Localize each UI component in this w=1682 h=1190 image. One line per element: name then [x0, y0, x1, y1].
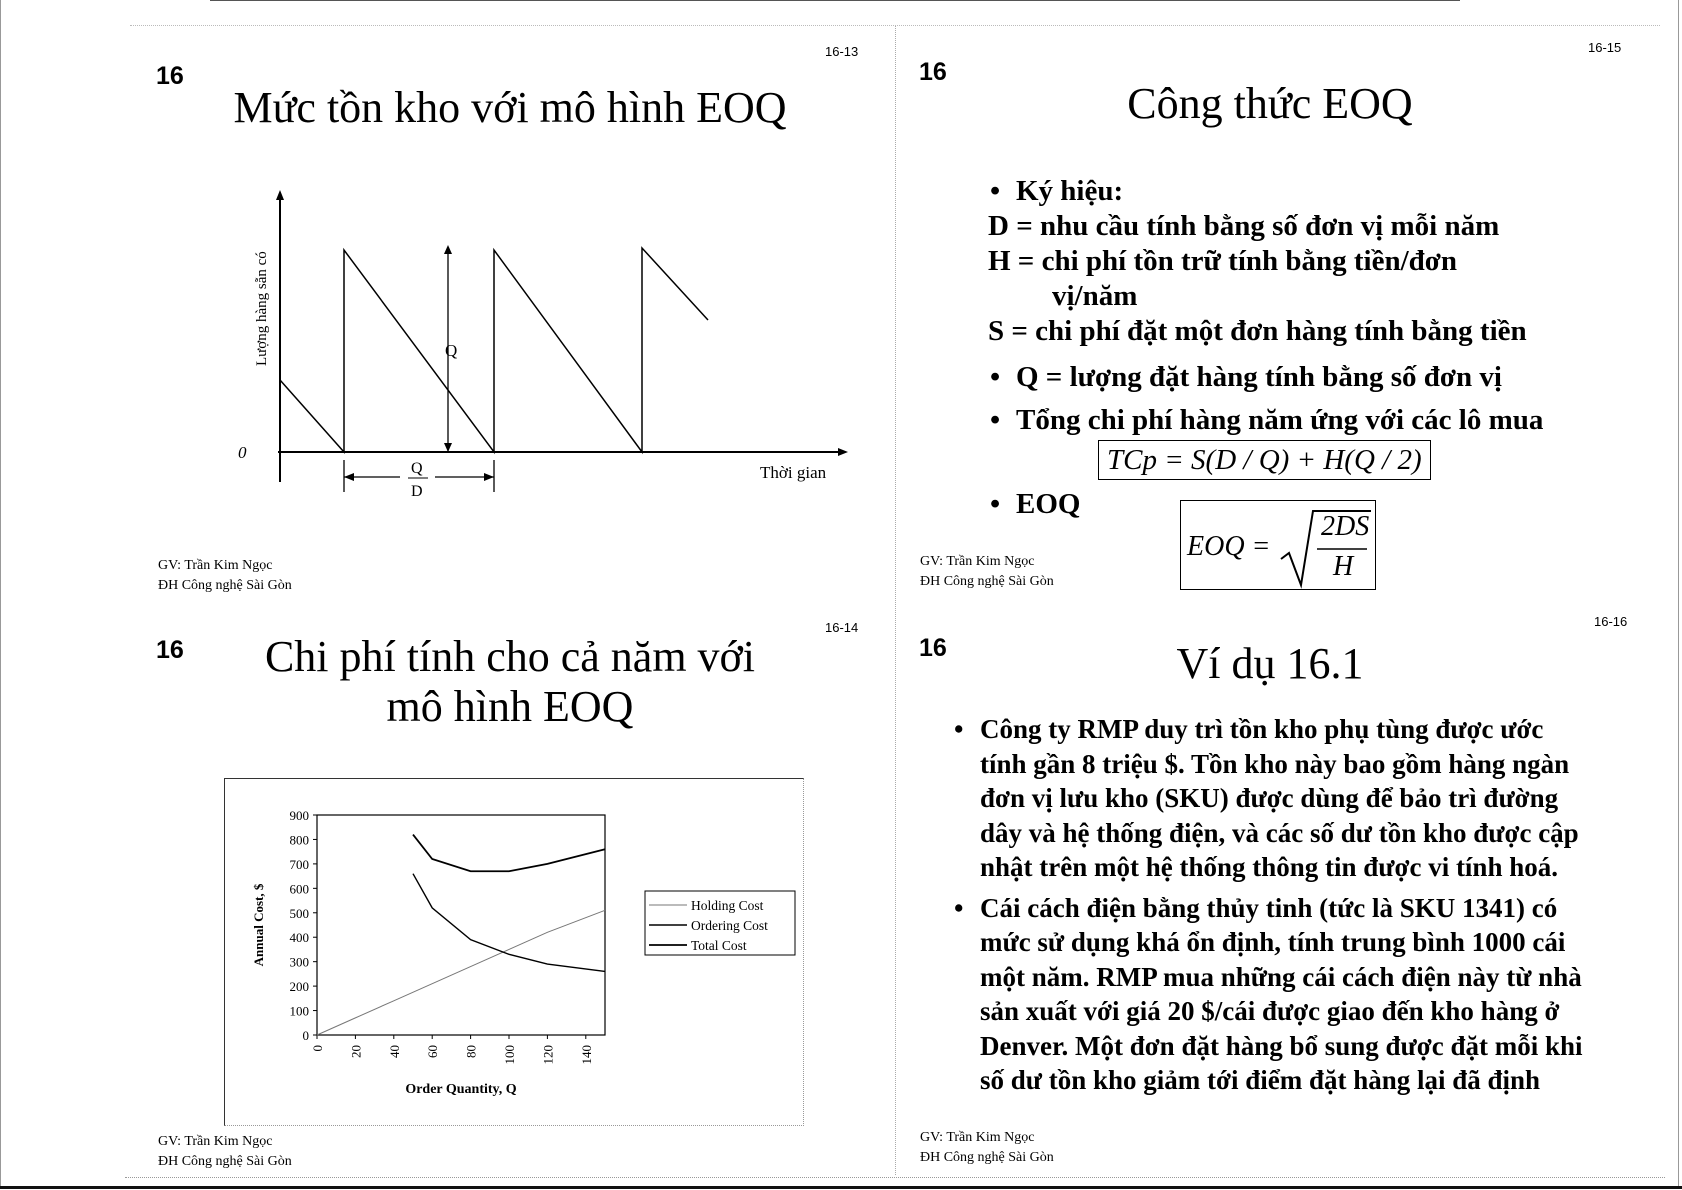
qd-numerator: Q: [411, 460, 423, 477]
slide-title-line1: Chi phí tính cho cả năm với: [264, 632, 756, 681]
eoq-cost-chart: [225, 779, 801, 1123]
x-tick-label: 20: [348, 1045, 364, 1058]
notation-heading: Ký hiệu:: [1016, 175, 1124, 207]
interval-arrow-left: [344, 473, 354, 481]
page-number: 16-14: [825, 620, 859, 635]
example-paragraph-2: • Cái cách điện bằng thủy tinh (tức là SKU 1341) có mức sử dụng khá ổn định, tính trung bình 1000 cái một năm. RMP mua những cái cách điện này từ nhà sản xuất với giá 20 $/cái được giao đến kho hàng ở Denver. Một đơn đặt hàng bổ sung được đặt mỗi khi số dư tồn kho giảm tới điểm đặt hàng lại đã định: [954, 892, 1583, 1095]
x-axis-label: Order Quantity, Q: [405, 1082, 517, 1097]
x-tick-label: 120: [540, 1045, 556, 1065]
x-axis-label: Thời gian: [760, 463, 827, 482]
example-paragraph-1: • Công ty RMP duy trì tồn kho phụ tùng được ước tính gần 8 triệu $. Tồn kho này bao gồm hàng ngàn đơn vị lưu kho (SKU) được dùng để bảo trì đường dây và hệ thống điện, và các số dư tồn kho được cập nhật trên một hệ thống thông tin được vi tính hoá.: [954, 714, 1579, 882]
x-tick-label: 100: [502, 1045, 517, 1065]
y-tick-label: 200: [289, 979, 309, 995]
slide-title: Mức tồn kho với mô hình EOQ: [233, 83, 787, 132]
bullet-total-cost: • Tổng chi phí hàng năm ứng với các lô mua: [990, 404, 1544, 436]
page-number: 16-13: [825, 44, 859, 59]
slide-divider-top: [130, 25, 1660, 26]
eoq-bullets: [988, 356, 1543, 442]
page-number: 16-15: [1588, 40, 1622, 55]
q-arrow-head-bottom: [444, 443, 452, 452]
y-tick-label: 500: [289, 905, 309, 921]
legend-entry: Total Cost: [691, 938, 747, 953]
page-bottom-rule: [0, 1186, 1682, 1189]
footer-school: ĐH Công nghệ Sài Gòn: [920, 1150, 1054, 1165]
series-line-total-cost: [413, 835, 605, 872]
y-tick-label: 800: [289, 832, 309, 848]
y-tick-label: 400: [289, 930, 309, 946]
eoq-formula: [1180, 500, 1376, 590]
slide-divider-vertical: [895, 25, 896, 1175]
chapter-number: 16: [919, 58, 947, 86]
x-tick-label: 80: [463, 1045, 479, 1058]
footer: [920, 1128, 1054, 1168]
footer-author: GV: Trần Kim Ngọc: [920, 554, 1035, 569]
legend-entry: Ordering Cost: [691, 918, 768, 933]
footer-author: GV: Trần Kim Ngọc: [158, 558, 273, 573]
footer-school: ĐH Công nghệ Sài Gòn: [158, 578, 292, 593]
slide-title: Công thức EOQ: [1127, 79, 1413, 128]
inventory-level-line: [280, 248, 708, 452]
bullet-notation: • Ký hiệu:: [990, 175, 1124, 207]
footer-author: GV: Trần Kim Ngọc: [920, 1130, 1035, 1145]
footer: [158, 1132, 292, 1172]
y-axis-arrow: [276, 190, 284, 200]
y-tick-label: 600: [289, 881, 309, 897]
page-number: 16-16: [1594, 614, 1628, 629]
zero-label: 0: [238, 443, 247, 462]
y-tick-label: 900: [289, 808, 309, 823]
bullet-eoq: • EOQ: [990, 488, 1081, 520]
slide-title: [160, 632, 860, 732]
q-label: Q: [445, 341, 458, 360]
y-tick-label: 100: [289, 1003, 309, 1019]
example-text: [952, 712, 1582, 1098]
chapter-number: 16: [156, 636, 184, 664]
y-tick-label: 700: [289, 856, 309, 872]
y-axis-label: Lượng hàng sẵn có: [254, 251, 270, 366]
footer-author: GV: Trần Kim Ngọc: [158, 1134, 273, 1149]
def-d: D = nhu cầu tính bằng số đơn vị mỗi năm: [988, 210, 1500, 242]
page-right-rule: [1678, 0, 1679, 1186]
eoq-definitions: [988, 174, 1527, 349]
y-axis-label: Annual Cost, $: [251, 883, 266, 967]
def-s: S = chi phí đặt một đơn hàng tính bằng tiền: [988, 315, 1527, 347]
x-axis-arrow: [838, 448, 848, 456]
x-tick-label: 60: [425, 1045, 441, 1058]
x-tick-label: 40: [386, 1045, 402, 1058]
eoq-lhs: EOQ =: [1187, 531, 1271, 562]
series-line-ordering-cost: [413, 874, 605, 972]
plot-area: [317, 815, 605, 1035]
footer-school: ĐH Công nghệ Sài Gòn: [920, 574, 1054, 589]
slide-divider-bottom: [125, 1177, 1665, 1178]
x-tick-label: 0: [310, 1045, 325, 1052]
series-line-holding-cost: [317, 910, 605, 1035]
x-tick-label: 140: [578, 1045, 594, 1065]
bullet-q: • Q = lượng đặt hàng tính bằng số đơn vị: [990, 361, 1502, 393]
q-arrow-head-top: [444, 245, 452, 254]
def-h-line1: H = chi phí tồn trữ tính bằng tiền/đơn: [988, 245, 1457, 277]
eoq-denominator: H: [1333, 551, 1354, 582]
chapter-number: 16: [156, 62, 184, 90]
legend-entry: Holding Cost: [691, 898, 764, 913]
qd-denominator: D: [411, 483, 423, 500]
y-tick-label: 300: [289, 954, 309, 970]
footer-school: ĐH Công nghệ Sài Gòn: [158, 1154, 292, 1169]
page-top-rule: [210, 0, 1460, 1]
page-left-rule: [0, 0, 1, 1186]
eoq-numerator: 2DS: [1321, 511, 1370, 542]
interval-arrow-right: [484, 473, 494, 481]
slide-title-line2: mô hình EOQ: [386, 682, 634, 731]
total-cost-formula: TCp = S(D / Q) + H(Q / 2): [1098, 440, 1431, 480]
chapter-number: 16: [919, 634, 947, 662]
footer: [920, 552, 1054, 592]
y-tick-label: 0: [302, 1028, 309, 1043]
inventory-sawtooth-chart: [230, 190, 870, 510]
slide-title: Ví dụ 16.1: [1176, 639, 1364, 688]
footer: [158, 556, 292, 596]
def-h-line2: vị/năm: [1052, 280, 1138, 312]
